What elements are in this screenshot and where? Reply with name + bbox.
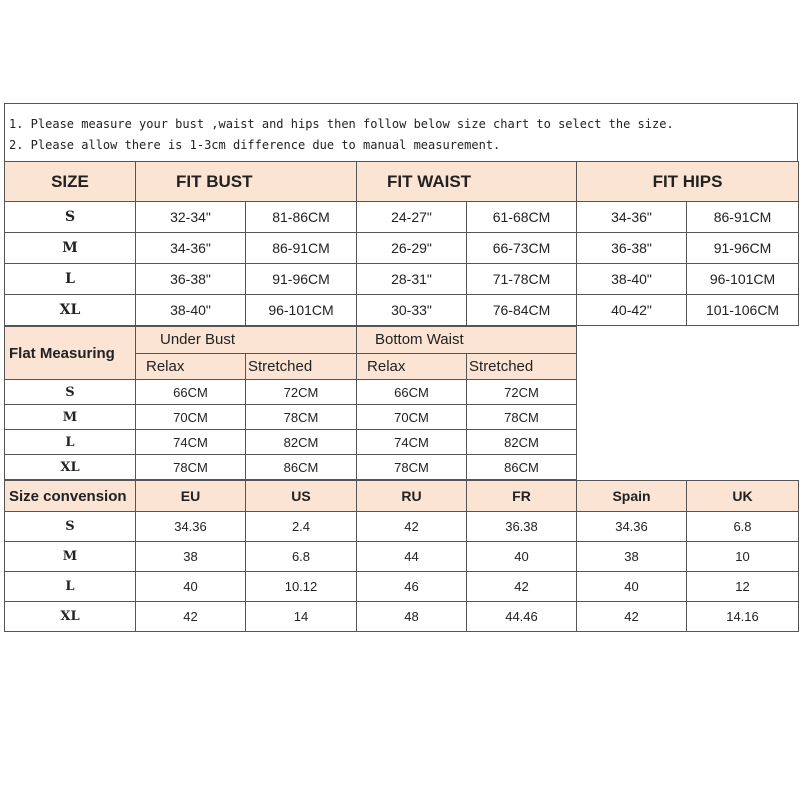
fit-row-xl — [5, 295, 799, 326]
size-label: XL — [5, 602, 136, 632]
under-bust-relax: 78CM — [136, 455, 246, 480]
under-bust-relax: 70CM — [136, 405, 246, 430]
hips-inches: 40-42" — [577, 295, 687, 326]
waist-cm: 66-73CM — [467, 233, 577, 264]
stretched-header: Stretched — [467, 353, 577, 380]
uk-value: 14.16 — [687, 602, 799, 632]
header-uk: UK — [687, 481, 799, 512]
bottom-waist-stretched: 82CM — [467, 430, 577, 455]
hips-inches: 36-38" — [577, 233, 687, 264]
fr-value: 44.46 — [467, 602, 577, 632]
bust-cm: 91-96CM — [246, 264, 357, 295]
under-bust-stretched: 78CM — [246, 405, 357, 430]
fr-value: 40 — [467, 542, 577, 572]
waist-inches: 28-31" — [357, 264, 467, 295]
waist-inches: 26-29" — [357, 233, 467, 264]
under-bust-stretched: 86CM — [246, 455, 357, 480]
under-bust-header: Under Bust — [136, 327, 357, 354]
empty-area — [577, 327, 799, 480]
note-1: 1. Please measure your bust ,waist and hips then follow below size chart to select the size. — [9, 117, 674, 131]
bottom-waist-relax: 78CM — [357, 455, 467, 480]
header-fit-waist: FIT WAIST — [357, 162, 577, 202]
us-value: 2.4 — [246, 512, 357, 542]
bust-cm: 81-86CM — [246, 202, 357, 233]
uk-value: 12 — [687, 572, 799, 602]
size-label: S — [5, 380, 136, 405]
stretched-header: Stretched — [246, 353, 357, 380]
size-label: M — [5, 542, 136, 572]
size-label: L — [5, 430, 136, 455]
size-label: M — [5, 405, 136, 430]
relax-header: Relax — [136, 353, 246, 380]
ru-value: 44 — [357, 542, 467, 572]
us-value: 14 — [246, 602, 357, 632]
bottom-waist-stretched: 78CM — [467, 405, 577, 430]
waist-inches: 24-27" — [357, 202, 467, 233]
conversion-row-s — [5, 512, 799, 542]
spain-value: 34.36 — [577, 512, 687, 542]
size-conversion-title: Size convension — [5, 481, 136, 512]
relax-header: Relax — [357, 353, 467, 380]
fit-row-m — [5, 233, 799, 264]
bottom-waist-header: Bottom Waist — [357, 327, 577, 354]
waist-cm: 76-84CM — [467, 295, 577, 326]
bottom-waist-relax: 70CM — [357, 405, 467, 430]
eu-value: 40 — [136, 572, 246, 602]
header-eu: EU — [136, 481, 246, 512]
spain-value: 42 — [577, 602, 687, 632]
waist-cm: 71-78CM — [467, 264, 577, 295]
bottom-waist-relax: 74CM — [357, 430, 467, 455]
waist-cm: 61-68CM — [467, 202, 577, 233]
header-spain: Spain — [577, 481, 687, 512]
size-label: M — [5, 233, 136, 264]
bust-inches: 38-40" — [136, 295, 246, 326]
size-label: L — [5, 572, 136, 602]
bottom-waist-stretched: 72CM — [467, 380, 577, 405]
header-size: SIZE — [5, 162, 136, 202]
flat-measuring-table — [4, 326, 799, 480]
size-label: L — [5, 264, 136, 295]
size-label: XL — [5, 295, 136, 326]
size-label: S — [5, 512, 136, 542]
bust-cm: 96-101CM — [246, 295, 357, 326]
note-2: 2. Please allow there is 1-3cm difference due to manual measurement. — [9, 138, 501, 152]
ru-value: 42 — [357, 512, 467, 542]
fit-row-l — [5, 264, 799, 295]
under-bust-stretched: 82CM — [246, 430, 357, 455]
flat-measuring-title: Flat Measuring — [5, 327, 136, 380]
uk-value: 10 — [687, 542, 799, 572]
bust-cm: 86-91CM — [246, 233, 357, 264]
fit-table — [4, 161, 799, 326]
conversion-row-xl — [5, 602, 799, 632]
header-fit-hips: FIT HIPS — [577, 162, 799, 202]
bust-inches: 34-36" — [136, 233, 246, 264]
size-conversion-table — [4, 480, 799, 632]
size-label: XL — [5, 455, 136, 480]
header-fit-bust: FIT BUST — [136, 162, 357, 202]
fr-value: 36.38 — [467, 512, 577, 542]
hips-cm: 96-101CM — [687, 264, 799, 295]
bottom-waist-relax: 66CM — [357, 380, 467, 405]
ru-value: 46 — [357, 572, 467, 602]
hips-cm: 86-91CM — [687, 202, 799, 233]
spain-value: 38 — [577, 542, 687, 572]
header-us: US — [246, 481, 357, 512]
under-bust-relax: 74CM — [136, 430, 246, 455]
us-value: 6.8 — [246, 542, 357, 572]
size-chart — [4, 103, 798, 632]
fit-row-s — [5, 202, 799, 233]
uk-value: 6.8 — [687, 512, 799, 542]
us-value: 10.12 — [246, 572, 357, 602]
conversion-row-l — [5, 572, 799, 602]
spain-value: 40 — [577, 572, 687, 602]
header-fr: FR — [467, 481, 577, 512]
bust-inches: 32-34" — [136, 202, 246, 233]
hips-cm: 91-96CM — [687, 233, 799, 264]
eu-value: 38 — [136, 542, 246, 572]
eu-value: 34.36 — [136, 512, 246, 542]
header-ru: RU — [357, 481, 467, 512]
hips-inches: 34-36" — [577, 202, 687, 233]
under-bust-relax: 66CM — [136, 380, 246, 405]
conversion-row-m — [5, 542, 799, 572]
bust-inches: 36-38" — [136, 264, 246, 295]
hips-cm: 101-106CM — [687, 295, 799, 326]
fr-value: 42 — [467, 572, 577, 602]
ru-value: 48 — [357, 602, 467, 632]
under-bust-stretched: 72CM — [246, 380, 357, 405]
bottom-waist-stretched: 86CM — [467, 455, 577, 480]
measurement-notes — [4, 103, 798, 161]
waist-inches: 30-33" — [357, 295, 467, 326]
eu-value: 42 — [136, 602, 246, 632]
hips-inches: 38-40" — [577, 264, 687, 295]
size-label: S — [5, 202, 136, 233]
